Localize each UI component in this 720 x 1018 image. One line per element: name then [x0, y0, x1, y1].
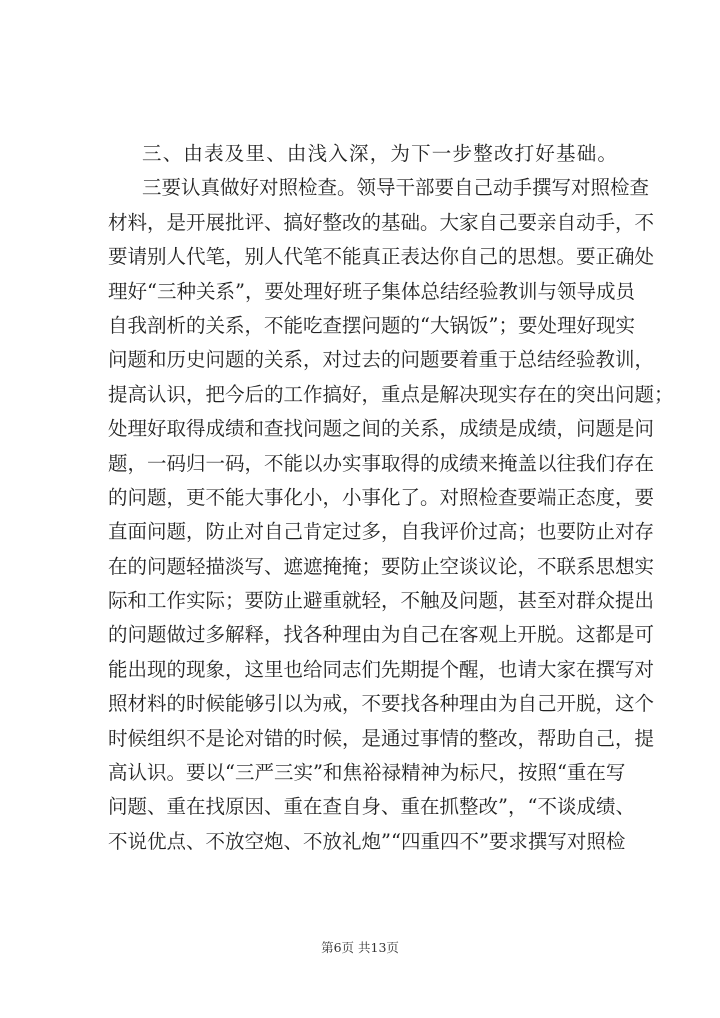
text-line: 的问题做过多解释，找各种理由为自己在客观上开脱。这都是可	[108, 623, 655, 647]
text-line: 能出现的现象，这里也给同志们先期提个醒，也请大家在撰写对	[108, 657, 655, 681]
text-line: 自我剖析的关系，不能吃查摆问题的“大锅饭”；要处理好现实	[108, 313, 635, 337]
text-line: 材料，是开展批评、搞好整改的基础。大家自己要亲自动手，不	[108, 210, 655, 234]
text-line: 高认识。要以“三严三实”和焦裕禄精神为标尺，按照“重在写	[108, 761, 626, 785]
text-line: 理好“三种关系”，要处理好班子集体总结经验教训与领导成员	[108, 279, 635, 303]
text-line: 问题、重在找原因、重在查自身、重在抓整改”，“不谈成绩、	[108, 795, 635, 819]
text-line: 直面问题，防止对自己肯定过多，自我评价过高；也要防止对存	[108, 520, 655, 544]
text-line: 问题和历史问题的关系，对过去的问题要着重于总结经验教训，	[108, 348, 655, 372]
text-line: 三要认真做好对照检查。领导干部要自己动手撰写对照检查	[142, 176, 650, 200]
text-line: 在的问题轻描淡写、遮遮掩掩；要防止空谈议论，不联系思想实	[108, 554, 655, 578]
text-line: 际和工作实际；要防止避重就轻，不触及问题，甚至对群众提出	[108, 589, 655, 613]
text-line: 提高认识，把今后的工作搞好，重点是解决现实存在的突出问题；	[108, 382, 674, 406]
text-line: 不说优点、不放空炮、不放礼炮”“四重四不”要求撰写对照检	[108, 829, 626, 853]
text-line: 要请别人代笔，别人代笔不能真正表达你自己的思想。要正确处	[108, 245, 655, 269]
text-line: 照材料的时候能够引以为戒，不要找各种理由为自己开脱，这个	[108, 692, 655, 716]
text-line: 三、由表及里、由浅入深，为下一步整改打好基础。	[142, 142, 619, 165]
text-line: 处理好取得成绩和查找问题之间的关系，成绩是成绩，问题是问	[108, 417, 655, 441]
document-body	[108, 137, 674, 859]
text-line: 的问题，更不能大事化小，小事化了。对照检查要端正态度，要	[108, 485, 655, 509]
page-footer: 第6页 共13页	[321, 940, 399, 955]
text-line: 时候组织不是论对错的时候，是通过事情的整改，帮助自己，提	[108, 726, 655, 750]
text-line: 题，一码归一码，不能以办实事取得的成绩来掩盖以往我们存在	[108, 451, 655, 475]
